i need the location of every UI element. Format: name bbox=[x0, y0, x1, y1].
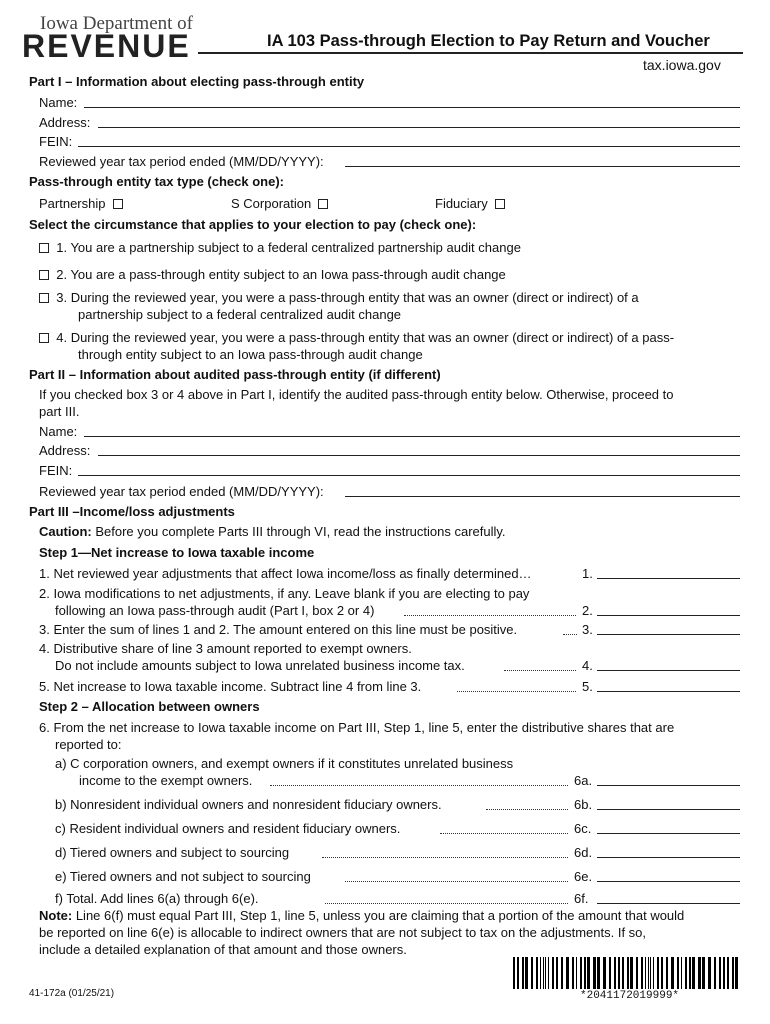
barcode-bar bbox=[614, 957, 616, 989]
barcode-bar bbox=[735, 957, 738, 989]
step1-heading: Step 1—Net increase to Iowa taxable income bbox=[39, 545, 315, 560]
barcode-bar bbox=[597, 957, 600, 989]
form-title: IA 103 Pass-through Election to Pay Return and Voucher bbox=[267, 32, 710, 50]
part2-intro: If you checked box 3 or 4 above in Part I, identify the audited pass-through entity below. Otherwise, proceed to bbox=[39, 387, 674, 402]
barcode-bar bbox=[714, 957, 716, 989]
type-fiduciary-option[interactable] bbox=[435, 196, 505, 211]
caution-label: Caution: bbox=[39, 524, 92, 539]
barcode-bar bbox=[543, 957, 544, 989]
circumstance-3-text: 3. During the reviewed year, you were a pass-through entity that was an owner (direct or indirect) of a bbox=[56, 290, 639, 305]
type-partnership-label: Partnership bbox=[39, 196, 106, 211]
part1-address-field[interactable] bbox=[98, 116, 740, 128]
barcode-bar bbox=[732, 957, 734, 989]
circumstance-3-text-cont: partnership subject to a federal centralized audit change bbox=[78, 307, 402, 322]
line1-text: 1. Net reviewed year adjustments that affect Iowa income/loss as finally determined… bbox=[39, 566, 532, 581]
line6f-number: 6f. bbox=[574, 891, 589, 906]
part1-heading: Part I – Information about electing pass-through entity bbox=[29, 74, 365, 89]
note-text-cont1: be reported on line 6(e) is allocable to indirect owners that are not subject to tax on the adjustments. If so, bbox=[39, 925, 647, 940]
line5-number: 5. bbox=[582, 679, 593, 694]
type-partnership-checkbox[interactable] bbox=[113, 199, 123, 209]
part3-heading: Part III –Income/loss adjustments bbox=[29, 504, 235, 519]
line6b-leader bbox=[486, 797, 568, 810]
line6f-text: f) Total. Add lines 6(a) through 6(e). bbox=[55, 891, 259, 906]
part1-period-label: Reviewed year tax period ended (MM/DD/YYYY): bbox=[39, 154, 324, 169]
part2-period-label: Reviewed year tax period ended (MM/DD/YYYY): bbox=[39, 484, 324, 499]
type-fiduciary-checkbox[interactable] bbox=[495, 199, 505, 209]
part2-fein-field[interactable] bbox=[78, 464, 740, 476]
line3-field[interactable] bbox=[597, 623, 740, 635]
barcode-bar bbox=[657, 957, 659, 989]
barcode-bar bbox=[689, 957, 691, 989]
line2-text-cont: following an Iowa pass-through audit (Part I, box 2 or 4) bbox=[55, 603, 375, 618]
barcode-bar bbox=[580, 957, 582, 989]
title-rule bbox=[198, 52, 743, 54]
barcode-bar bbox=[587, 957, 590, 989]
note-text bbox=[39, 908, 684, 923]
circumstance-1-text: 1. You are a partnership subject to a federal centralized partnership audit change bbox=[56, 240, 521, 255]
circumstance-heading: Select the circumstance that applies to your election to pay (check one): bbox=[29, 217, 477, 232]
barcode-text: *2041172019999* bbox=[580, 990, 680, 1002]
barcode-bar bbox=[650, 957, 651, 989]
line6-text: 6. From the net increase to Iowa taxable income on Part III, Step 1, line 5, enter the distributive shares that are bbox=[39, 720, 675, 735]
barcode-bar bbox=[681, 957, 682, 989]
line3-leader bbox=[563, 622, 577, 635]
line2-leader bbox=[404, 603, 576, 616]
line3-text: 3. Enter the sum of lines 1 and 2. The amount entered on this line must be positive. bbox=[39, 622, 518, 637]
circumstance-2[interactable] bbox=[39, 267, 506, 282]
part2-intro-cont: part III. bbox=[39, 404, 80, 419]
barcode-bar bbox=[517, 957, 519, 989]
type-scorp-option[interactable] bbox=[231, 196, 328, 211]
type-partnership-option[interactable] bbox=[39, 196, 123, 211]
caution-text bbox=[39, 524, 506, 539]
circumstance-3-checkbox[interactable] bbox=[39, 293, 49, 303]
barcode-bar bbox=[622, 957, 624, 989]
barcode-bar bbox=[556, 957, 558, 989]
type-fiduciary-label: Fiduciary bbox=[435, 196, 488, 211]
note-body: Line 6(f) must equal Part III, Step 1, line 5, unless you are claiming that a portion of the amount that would bbox=[72, 908, 685, 923]
barcode-bar bbox=[584, 957, 586, 989]
barcode-bar bbox=[708, 957, 711, 989]
barcode-bar bbox=[727, 957, 729, 989]
barcode-bar bbox=[723, 957, 725, 989]
part1-name-label: Name: bbox=[39, 95, 78, 110]
line6b-number: 6b. bbox=[574, 797, 593, 812]
barcode-bar bbox=[593, 957, 596, 989]
part2-period-field[interactable] bbox=[345, 485, 740, 497]
line5-text: 5. Net increase to Iowa taxable income. Subtract line 4 from line 3. bbox=[39, 679, 422, 694]
line5-field[interactable] bbox=[597, 680, 740, 692]
circumstance-1[interactable] bbox=[39, 240, 521, 255]
line5-leader bbox=[457, 679, 576, 692]
line2-text: 2. Iowa modifications to net adjustments, if any. Leave blank if you are electing to pay bbox=[39, 586, 530, 601]
barcode-bar bbox=[603, 957, 606, 989]
agency-logo bbox=[22, 28, 191, 65]
circumstance-2-checkbox[interactable] bbox=[39, 270, 49, 280]
part2-name-field[interactable] bbox=[84, 425, 740, 437]
line6d-number: 6d. bbox=[574, 845, 593, 860]
part1-fein-field[interactable] bbox=[78, 135, 740, 147]
line6c-text: c) Resident individual owners and resident fiduciary owners. bbox=[55, 821, 401, 836]
form-number: 41-172a (01/25/21) bbox=[29, 988, 115, 999]
barcode-bar bbox=[636, 957, 638, 989]
barcode-bar bbox=[641, 957, 643, 989]
barcode-bar bbox=[702, 957, 705, 989]
line1-field[interactable] bbox=[597, 567, 740, 579]
circumstance-4-text-cont: through entity subject to an Iowa pass-through audit change bbox=[78, 347, 423, 362]
part2-fein-label: FEIN: bbox=[39, 463, 73, 478]
line6-text-cont: reported to: bbox=[55, 737, 122, 752]
caution-body: Before you complete Parts III through VI, read the instructions carefully. bbox=[91, 524, 506, 539]
line6a-leader bbox=[270, 773, 568, 786]
part2-heading: Part II – Information about audited pass-through entity (if different) bbox=[29, 367, 441, 382]
line6c-leader bbox=[440, 821, 568, 834]
barcode-bar bbox=[661, 957, 663, 989]
part2-address-field[interactable] bbox=[98, 444, 740, 456]
barcode-bar bbox=[609, 957, 611, 989]
part1-fein-label: FEIN: bbox=[39, 134, 73, 149]
line6a-text: a) C corporation owners, and exempt owners if it constitutes unrelated business bbox=[55, 756, 514, 771]
type-scorp-label: S Corporation bbox=[231, 196, 312, 211]
barcode-bar bbox=[698, 957, 701, 989]
circumstance-1-checkbox[interactable] bbox=[39, 243, 49, 253]
line6f-field[interactable] bbox=[597, 892, 740, 904]
barcode-bar bbox=[572, 957, 574, 989]
type-scorp-checkbox[interactable] bbox=[318, 199, 328, 209]
line6e-field[interactable] bbox=[597, 870, 740, 882]
line6c-field[interactable] bbox=[597, 822, 740, 834]
circumstance-4[interactable] bbox=[39, 330, 674, 345]
barcode-bar bbox=[692, 957, 695, 989]
step2-heading: Step 2 – Allocation between owners bbox=[39, 699, 260, 714]
circumstance-4-text: 4. During the reviewed year, you were a pass-through entity that was an owner (direct or indirect) of a pass- bbox=[56, 330, 675, 345]
barcode-bar bbox=[671, 957, 674, 989]
line6d-field[interactable] bbox=[597, 846, 740, 858]
barcode-bar bbox=[548, 957, 549, 989]
website: tax.iowa.gov bbox=[643, 57, 721, 73]
barcode-bar bbox=[513, 957, 515, 989]
line6e-number: 6e. bbox=[574, 869, 593, 884]
line6a-number: 6a. bbox=[574, 773, 593, 788]
line1-number: 1. bbox=[582, 566, 593, 581]
agency-name-main: REVENUE bbox=[22, 28, 191, 64]
barcode-bar bbox=[552, 957, 554, 989]
line3-number: 3. bbox=[582, 622, 593, 637]
barcode-bar bbox=[545, 957, 546, 989]
barcode-bar bbox=[645, 957, 646, 989]
part1-name-field[interactable] bbox=[84, 96, 740, 108]
line6a-field[interactable] bbox=[597, 774, 740, 786]
line6f-leader bbox=[325, 891, 568, 904]
barcode-bar bbox=[719, 957, 721, 989]
entity-type-heading: Pass-through entity tax type (check one): bbox=[29, 174, 284, 189]
barcode-bar bbox=[648, 957, 649, 989]
barcode-bar bbox=[522, 957, 524, 989]
barcode-bar bbox=[653, 957, 654, 989]
barcode-bar bbox=[536, 957, 538, 989]
part1-period-field[interactable] bbox=[345, 155, 740, 167]
line4-field[interactable] bbox=[597, 659, 740, 671]
barcode-bar bbox=[677, 957, 679, 989]
part2-name-label: Name: bbox=[39, 424, 78, 439]
barcode-bar bbox=[630, 957, 633, 989]
barcode-bar bbox=[566, 957, 569, 989]
line6e-leader bbox=[345, 869, 568, 882]
line6c-number: 6c. bbox=[574, 821, 592, 836]
line6b-text: b) Nonresident individual owners and nonresident fiduciary owners. bbox=[55, 797, 442, 812]
note-text-cont2: include a detailed explanation of that amount and those owners. bbox=[39, 942, 407, 957]
barcode-bar bbox=[561, 957, 563, 989]
barcode-bar bbox=[666, 957, 668, 989]
line6d-leader bbox=[322, 845, 568, 858]
agency-name-top: Iowa Department of bbox=[40, 13, 193, 34]
line6e-text: e) Tiered owners and not subject to sourcing bbox=[55, 869, 311, 884]
barcode-bar bbox=[685, 957, 687, 989]
line6d-text: d) Tiered owners and subject to sourcing bbox=[55, 845, 290, 860]
part1-address-label: Address: bbox=[39, 115, 91, 130]
line2-number: 2. bbox=[582, 603, 593, 618]
circumstance-2-text: 2. You are a pass-through entity subject to an Iowa pass-through audit change bbox=[56, 267, 506, 282]
barcode-bar bbox=[531, 957, 533, 989]
barcode-bar bbox=[618, 957, 620, 989]
barcode-bar bbox=[525, 957, 528, 989]
line6b-field[interactable] bbox=[597, 798, 740, 810]
barcode-bar bbox=[576, 957, 577, 989]
circumstance-4-checkbox[interactable] bbox=[39, 333, 49, 343]
line4-leader bbox=[504, 658, 576, 671]
line2-field[interactable] bbox=[597, 604, 740, 616]
note-label: Note: bbox=[39, 908, 73, 923]
barcode bbox=[513, 957, 741, 989]
part2-address-label: Address: bbox=[39, 443, 91, 458]
circumstance-3[interactable] bbox=[39, 290, 639, 305]
line4-text-cont: Do not include amounts subject to Iowa unrelated business income tax. bbox=[55, 658, 465, 673]
line4-text: 4. Distributive share of line 3 amount reported to exempt owners. bbox=[39, 641, 412, 656]
barcode-bar bbox=[540, 957, 541, 989]
line6a-text-cont: income to the exempt owners. bbox=[79, 773, 253, 788]
barcode-bar bbox=[627, 957, 629, 989]
line4-number: 4. bbox=[582, 658, 593, 673]
